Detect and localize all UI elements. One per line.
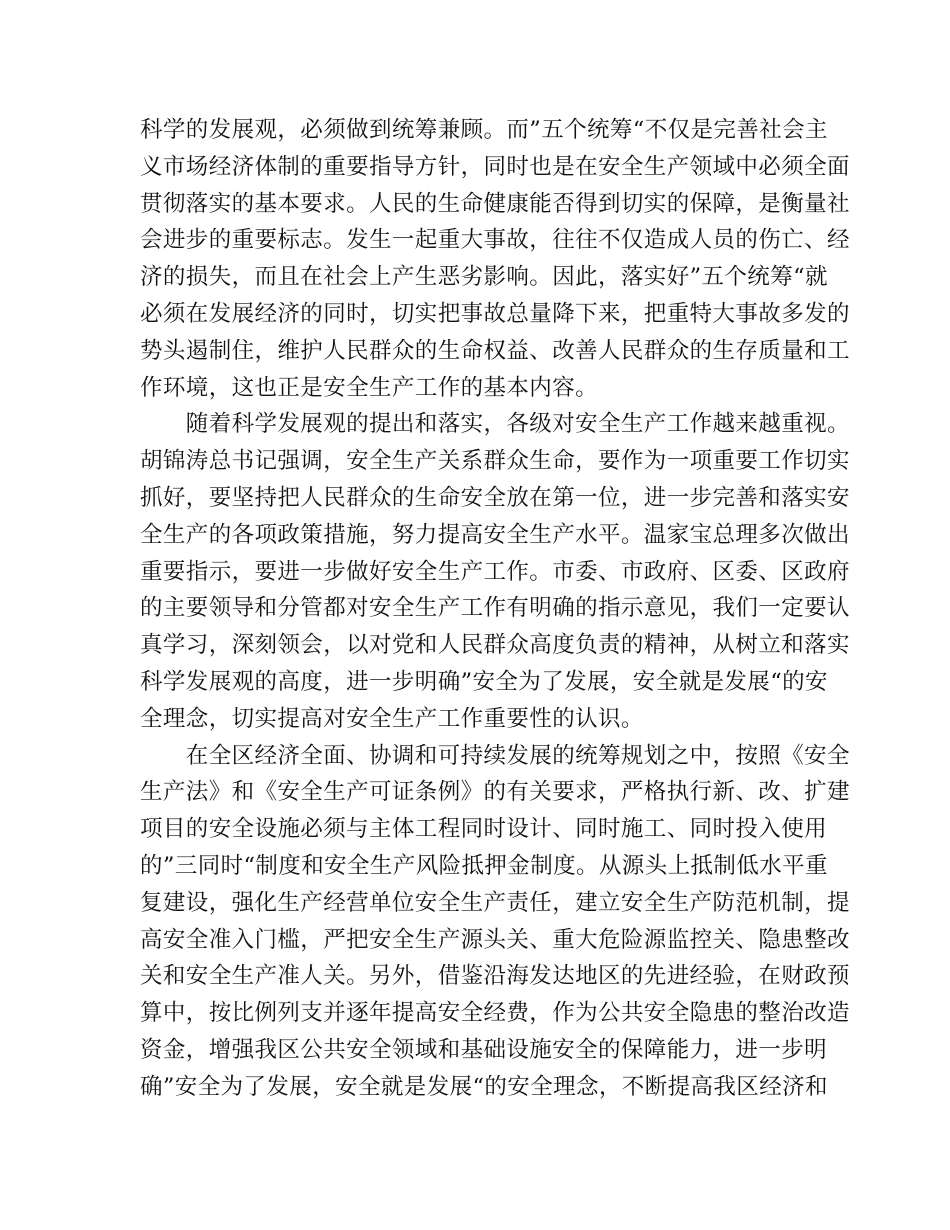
text-line: 重要指示，要进一步做好安全生产工作。市委、市政府、区委、区政府	[140, 558, 850, 585]
text-line: 会进步的重要标志。发生一起重大事故，往往不仅造成人员的伤亡、经	[140, 227, 850, 254]
text-line: 算中，按比例列支并逐年提高安全经费，作为公共安全隐患的整治改造	[140, 1000, 850, 1027]
text-line: 真学习，深刻领会，以对党和人民群众高度负责的精神，从树立和落实	[140, 632, 850, 659]
text-line: 义市场经济体制的重要指导方针，同时也是在安全生产领域中必须全面	[140, 153, 850, 180]
text-line: 胡锦涛总书记强调，安全生产关系群众生命，要作为一项重要工作切实	[140, 448, 850, 475]
text-line: 生产法》和《安全生产可证条例》的有关要求，严格执行新、改、扩建	[140, 779, 850, 806]
text-line: 资金，增强我区公共安全领域和基础设施安全的保障能力，进一步明	[140, 1036, 828, 1063]
text-line: 确”安全为了发展，安全就是发展“的安全理念，不断提高我区经济和	[140, 1073, 828, 1100]
text-line: 关和安全生产准人关。另外，借鉴沿海发达地区的先进经验，在财政预	[140, 963, 850, 990]
text-line: 在全区经济全面、协调和可持续发展的统筹规划之中，按照《安全	[140, 742, 850, 769]
text-line: 作环境，这也正是安全生产工作的基本内容。	[140, 374, 599, 401]
text-line: 济的损失，而且在社会上产生恶劣影响。因此，落实好”五个统筹“就	[140, 264, 828, 291]
text-line: 全理念，切实提高对安全生产工作重要性的认识。	[140, 705, 644, 732]
text-line: 复建设，强化生产经营单位安全生产责任，建立安全生产防范机制，提	[140, 889, 850, 916]
body-text	[140, 112, 850, 1106]
text-line: 科学发展观的高度，进一步明确”安全为了发展，安全就是发展“的安	[140, 668, 828, 695]
text-line: 必须在发展经济的同时，切实把事故总量降下来，把重特大事故多发的	[140, 300, 850, 327]
text-line: 贯彻落实的基本要求。人民的生命健康能否得到切实的保障，是衡量社	[140, 190, 850, 217]
text-line: 项目的安全设施必须与主体工程同时设计、同时施工、同时投入使用	[140, 816, 828, 843]
text-line: 科学的发展观，必须做到统筹兼顾。而”五个统筹“不仅是完善社会主	[140, 117, 828, 143]
text-line: 随着科学发展观的提出和落实，各级对安全生产工作越来越重视。	[140, 411, 850, 438]
text-line: 的主要领导和分管都对安全生产工作有明确的指示意见，我们一定要认	[140, 595, 850, 622]
text-line: 高安全准入门槛，严把安全生产源头关、重大危险源监控关、隐患整改	[140, 926, 850, 953]
text-line: 势头遏制住，维护人民群众的生命权益、改善人民群众的生存质量和工	[140, 337, 850, 364]
text-line: 的”三同时“制度和安全生产风险抵押金制度。从源头上抵制低水平重	[140, 852, 828, 879]
text-line: 全生产的各项政策措施，努力提高安全生产水平。温家宝总理多次做出	[140, 521, 850, 548]
text-line: 抓好，要坚持把人民群众的生命安全放在第一位，进一步完善和落实安	[140, 484, 850, 511]
